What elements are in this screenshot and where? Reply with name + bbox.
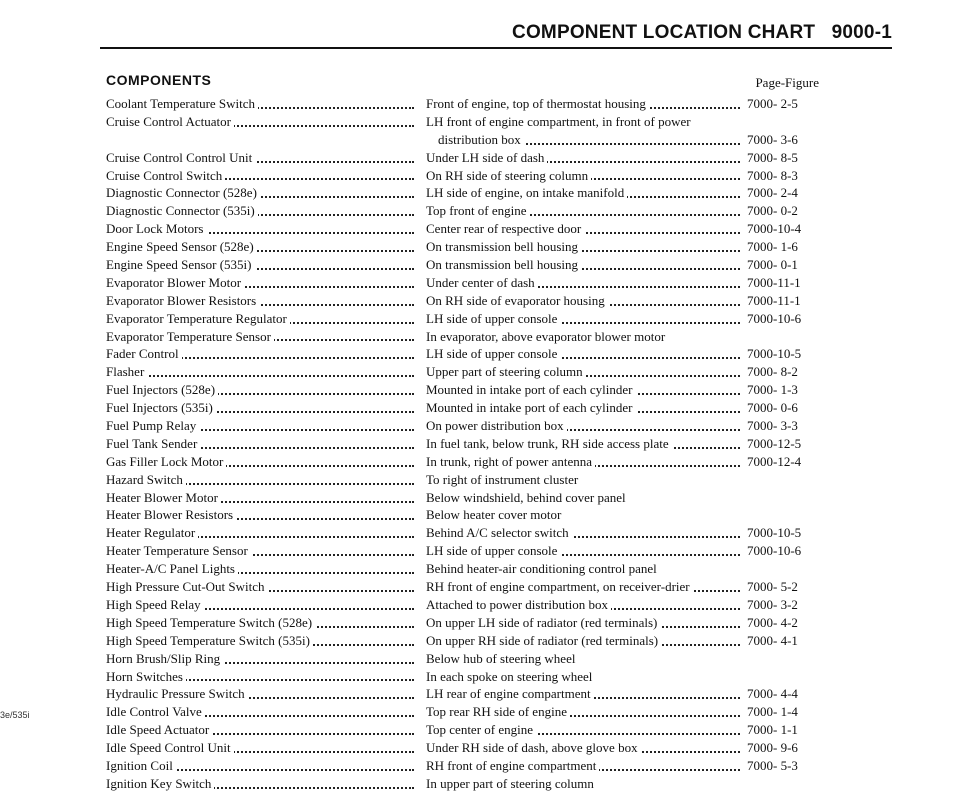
component-name-cell (106, 381, 418, 399)
page-figure-cell: 7000- 4-2 (747, 614, 798, 630)
page-figure-cell: 7000- 4-4 (747, 686, 798, 702)
table-row (106, 542, 826, 560)
component-name: Diagnostic Connector (528e) (106, 185, 260, 200)
component-name: Ignition Key Switch (106, 776, 214, 791)
location-cell (426, 310, 744, 328)
location-cell (426, 167, 744, 185)
component-name-cell (106, 471, 418, 489)
location-cell (426, 417, 744, 435)
location-text: In each spoke on steering wheel (426, 669, 595, 684)
location-cell (426, 632, 744, 650)
location-cell (426, 220, 744, 238)
component-name-cell (106, 435, 418, 453)
table-row (106, 578, 826, 596)
page-figure-cell: 7000-12-4 (747, 453, 802, 469)
component-name: Heater Blower Motor (106, 490, 221, 505)
page-header (0, 22, 892, 44)
location-text: Under LH side of dash (426, 150, 547, 165)
table-row (106, 453, 826, 471)
component-name: Coolant Temperature Switch (106, 96, 258, 111)
component-name: Heater Regulator (106, 525, 198, 540)
header-rule (100, 47, 892, 49)
component-name: Cruise Control Switch (106, 168, 225, 183)
location-cell (426, 328, 744, 346)
location-cell (426, 578, 744, 596)
component-name-cell (106, 739, 418, 757)
table-row (106, 739, 826, 757)
location-text: Under RH side of dash, above glove box (426, 740, 641, 755)
table-row (106, 345, 826, 363)
table-row (106, 95, 826, 113)
component-name-cell (106, 650, 418, 668)
component-name: Horn Brush/Slip Ring (106, 651, 223, 666)
component-name: Ignition Coil (106, 758, 176, 773)
location-text: Top front of engine (426, 203, 530, 218)
component-name-cell (106, 417, 418, 435)
location-text: In fuel tank, below trunk, RH side access plate (426, 436, 672, 451)
component-name-cell (106, 149, 418, 167)
component-name-cell (106, 668, 418, 686)
location-text: Upper part of steering column (426, 364, 586, 379)
component-name-cell (106, 596, 418, 614)
component-name: Heater Blower Resistors (106, 507, 236, 522)
table-row (106, 721, 826, 739)
component-name: Evaporator Blower Resistors (106, 293, 259, 308)
location-cell (426, 775, 744, 793)
component-name-cell (106, 399, 418, 417)
table-row (106, 757, 826, 775)
location-cell (426, 668, 744, 686)
table-row (106, 703, 826, 721)
component-name-cell (106, 220, 418, 238)
component-table (106, 95, 826, 793)
component-name: High Speed Relay (106, 597, 204, 612)
component-name-cell (106, 632, 418, 650)
location-cell (426, 560, 744, 578)
location-text: Below hub of steering wheel (426, 651, 578, 666)
table-row (106, 560, 826, 578)
page-figure-cell: 7000-11-1 (747, 292, 801, 308)
component-name-cell (106, 328, 418, 346)
component-name: High Pressure Cut-Out Switch (106, 579, 268, 594)
location-text: On power distribution box (426, 418, 567, 433)
page-figure-cell: 7000- 0-6 (747, 400, 798, 416)
table-row (106, 238, 826, 256)
component-name-cell (106, 524, 418, 542)
component-name: Engine Speed Sensor (528e) (106, 239, 257, 254)
component-name: High Speed Temperature Switch (535i) (106, 633, 313, 648)
location-cell (426, 703, 744, 721)
table-row (106, 113, 826, 131)
component-name-cell (106, 453, 418, 471)
location-cell (426, 489, 744, 507)
table-row (106, 632, 826, 650)
location-text: On RH side of evaporator housing (426, 293, 608, 308)
table-row (106, 292, 826, 310)
page-figure-cell: 7000- 0-2 (747, 203, 798, 219)
component-name-cell (106, 489, 418, 507)
component-name: High Speed Temperature Switch (528e) (106, 615, 315, 630)
component-name-cell (106, 95, 418, 113)
location-text: LH front of engine compartment, in front of power (426, 114, 694, 129)
page-figure-cell: 7000- 8-3 (747, 167, 798, 183)
location-cell (426, 471, 744, 489)
location-cell (426, 506, 744, 524)
location-text: To right of instrument cluster (426, 472, 581, 487)
page-figure-cell: 7000- 8-2 (747, 364, 798, 380)
page-figure-cell: 7000-12-5 (747, 435, 802, 451)
table-row (106, 668, 826, 686)
table-row (106, 524, 826, 542)
component-name-cell (106, 292, 418, 310)
page-figure-header: Page-Figure (755, 75, 819, 90)
page-figure-cell: 7000- 5-2 (747, 579, 798, 595)
page-figure-cell: 7000- 4-1 (747, 632, 798, 648)
component-name: Evaporator Blower Motor (106, 275, 244, 290)
location-cell (426, 739, 744, 757)
location-cell (426, 435, 744, 453)
component-name: Fuel Injectors (535i) (106, 400, 216, 415)
location-text: LH side of upper console (426, 543, 560, 558)
table-row (106, 417, 826, 435)
table-row (106, 184, 826, 202)
location-cell (426, 292, 744, 310)
table-row (106, 131, 826, 149)
component-name-cell (106, 685, 418, 703)
page-figure-cell: 7000- 9-6 (747, 740, 798, 756)
page-figure-cell: 7000- 3-6 (747, 131, 798, 147)
page-figure-cell: 7000-10-4 (747, 221, 802, 237)
location-text: LH side of upper console (426, 346, 560, 361)
component-name-cell (106, 167, 418, 185)
component-name: Cruise Control Control Unit (106, 150, 255, 165)
table-row (106, 435, 826, 453)
component-name-cell (106, 238, 418, 256)
component-name-cell (106, 256, 418, 274)
page-figure-cell: 7000-10-6 (747, 543, 802, 559)
location-cell (426, 345, 744, 363)
table-row (106, 363, 826, 381)
component-name: Heater Temperature Sensor (106, 543, 251, 558)
location-cell (426, 95, 744, 113)
section-title: COMPONENTS (106, 72, 212, 88)
page-figure-cell: 7000- 0-1 (747, 257, 798, 273)
table-row (106, 256, 826, 274)
location-cell (426, 542, 744, 560)
location-cell (426, 113, 744, 131)
table-row (106, 596, 826, 614)
location-text: In upper part of steering column (426, 776, 597, 791)
component-name-cell (106, 345, 418, 363)
chart-title: COMPONENT LOCATION CHART (512, 22, 816, 43)
table-row (106, 506, 826, 524)
location-text: On upper RH side of radiator (red terminals) (426, 633, 661, 648)
table-row (106, 149, 826, 167)
component-name-cell (106, 757, 418, 775)
component-name: Fuel Pump Relay (106, 418, 199, 433)
location-text: Center rear of respective door (426, 221, 584, 236)
location-text: On upper LH side of radiator (red terminals) (426, 615, 660, 630)
component-name-cell (106, 703, 418, 721)
component-name-cell (106, 614, 418, 632)
component-name-cell (106, 113, 418, 131)
component-name-cell (106, 363, 418, 381)
page-figure-cell: 7000- 8-5 (747, 149, 798, 165)
location-text: In trunk, right of power antenna (426, 454, 595, 469)
dot-leader (106, 375, 414, 377)
component-name: Hydraulic Pressure Switch (106, 686, 248, 701)
location-cell (426, 614, 744, 632)
page-footer: 3e/535i (0, 710, 30, 720)
table-row (106, 310, 826, 328)
component-name-cell (106, 202, 418, 220)
location-text: Behind A/C selector switch (426, 525, 572, 540)
location-cell (426, 721, 744, 739)
location-cell (426, 238, 744, 256)
component-name-cell (106, 506, 418, 524)
component-name-cell (106, 721, 418, 739)
component-name: Flasher (106, 364, 147, 379)
location-text: LH side of upper console (426, 311, 560, 326)
table-row (106, 489, 826, 507)
location-cell (426, 202, 744, 220)
table-row (106, 399, 826, 417)
location-text: RH front of engine compartment, on receiver-drier (426, 579, 693, 594)
component-name: Gas Filler Lock Motor (106, 454, 226, 469)
location-text: Mounted in intake port of each cylinder (426, 400, 636, 415)
component-name-cell (106, 560, 418, 578)
location-text: Top center of engine (426, 722, 536, 737)
page-figure-cell: 7000- 1-6 (747, 239, 798, 255)
page-number: 9000-1 (831, 22, 892, 43)
page-figure-cell: 7000- 3-2 (747, 596, 798, 612)
location-text: Attached to power distribution box (426, 597, 611, 612)
location-cell (426, 650, 744, 668)
component-name: Idle Control Valve (106, 704, 205, 719)
component-name-cell (106, 184, 418, 202)
location-cell (426, 363, 744, 381)
location-cell (438, 131, 744, 149)
page-figure-cell: 7000- 2-5 (747, 96, 798, 111)
component-name: Diagnostic Connector (535i) (106, 203, 258, 218)
page-figure-cell: 7000- 2-4 (747, 185, 798, 201)
location-text: On transmission bell housing (426, 239, 581, 254)
component-name: Evaporator Temperature Regulator (106, 311, 290, 326)
location-cell (426, 274, 744, 292)
page-figure-cell: 7000-10-6 (747, 310, 802, 326)
location-text: LH side of engine, on intake manifold (426, 185, 627, 200)
component-name: Fuel Injectors (528e) (106, 382, 218, 397)
component-name: Evaporator Temperature Sensor (106, 329, 274, 344)
component-name-cell (106, 578, 418, 596)
location-cell (426, 596, 744, 614)
page-figure-cell: 7000- 3-3 (747, 418, 798, 434)
page-figure-cell: 7000-10-5 (747, 525, 802, 541)
location-text: LH rear of engine compartment (426, 686, 594, 701)
page-figure-cell: 7000- 5-3 (747, 757, 798, 773)
location-text: Under center of dash (426, 275, 538, 290)
table-row (106, 202, 826, 220)
component-name: Horn Switches (106, 669, 186, 684)
location-text: distribution box (438, 132, 524, 147)
location-cell (426, 685, 744, 703)
component-name-cell (106, 274, 418, 292)
component-name-cell (106, 775, 418, 793)
location-text: On RH side of steering column (426, 168, 591, 183)
location-cell (426, 184, 744, 202)
table-row (106, 274, 826, 292)
page-figure-cell: 7000-10-5 (747, 346, 802, 362)
table-row (106, 650, 826, 668)
page-figure-cell: 7000- 1-3 (747, 382, 798, 398)
table-row (106, 220, 826, 238)
location-cell (426, 256, 744, 274)
table-row (106, 167, 826, 185)
component-name: Idle Speed Control Unit (106, 740, 234, 755)
location-text: Below windshield, behind cover panel (426, 490, 629, 505)
location-text: Front of engine, top of thermostat housing (426, 96, 649, 111)
location-text: On transmission bell housing (426, 257, 581, 272)
component-name: Fader Control (106, 346, 182, 361)
component-name: Fuel Tank Sender (106, 436, 200, 451)
location-text: Mounted in intake port of each cylinder (426, 382, 636, 397)
component-name-cell (106, 542, 418, 560)
page-figure-cell: 7000- 1-1 (747, 722, 798, 738)
component-name: Idle Speed Actuator (106, 722, 212, 737)
page-figure-cell: 7000- 1-4 (747, 704, 798, 720)
component-name-cell (106, 310, 418, 328)
table-row (106, 328, 826, 346)
location-cell (426, 399, 744, 417)
location-cell (426, 524, 744, 542)
table-row (106, 381, 826, 399)
page-figure-cell: 7000-11-1 (747, 274, 801, 290)
component-name: Door Lock Motors (106, 221, 207, 236)
location-cell (426, 381, 744, 399)
location-cell (426, 757, 744, 775)
location-text: Below heater cover motor (426, 507, 564, 522)
table-row (106, 471, 826, 489)
location-text: In evaporator, above evaporator blower motor (426, 329, 668, 344)
location-text: Behind heater-air conditioning control panel (426, 561, 660, 576)
component-name: Engine Speed Sensor (535i) (106, 257, 255, 272)
component-name: Cruise Control Actuator (106, 114, 234, 129)
location-cell (426, 149, 744, 167)
table-row (106, 775, 826, 793)
component-name: Hazard Switch (106, 472, 186, 487)
location-cell (426, 453, 744, 471)
component-name: Heater-A/C Panel Lights (106, 561, 238, 576)
table-row (106, 685, 826, 703)
location-text: Top rear RH side of engine (426, 704, 570, 719)
table-row (106, 614, 826, 632)
location-text: RH front of engine compartment (426, 758, 599, 773)
